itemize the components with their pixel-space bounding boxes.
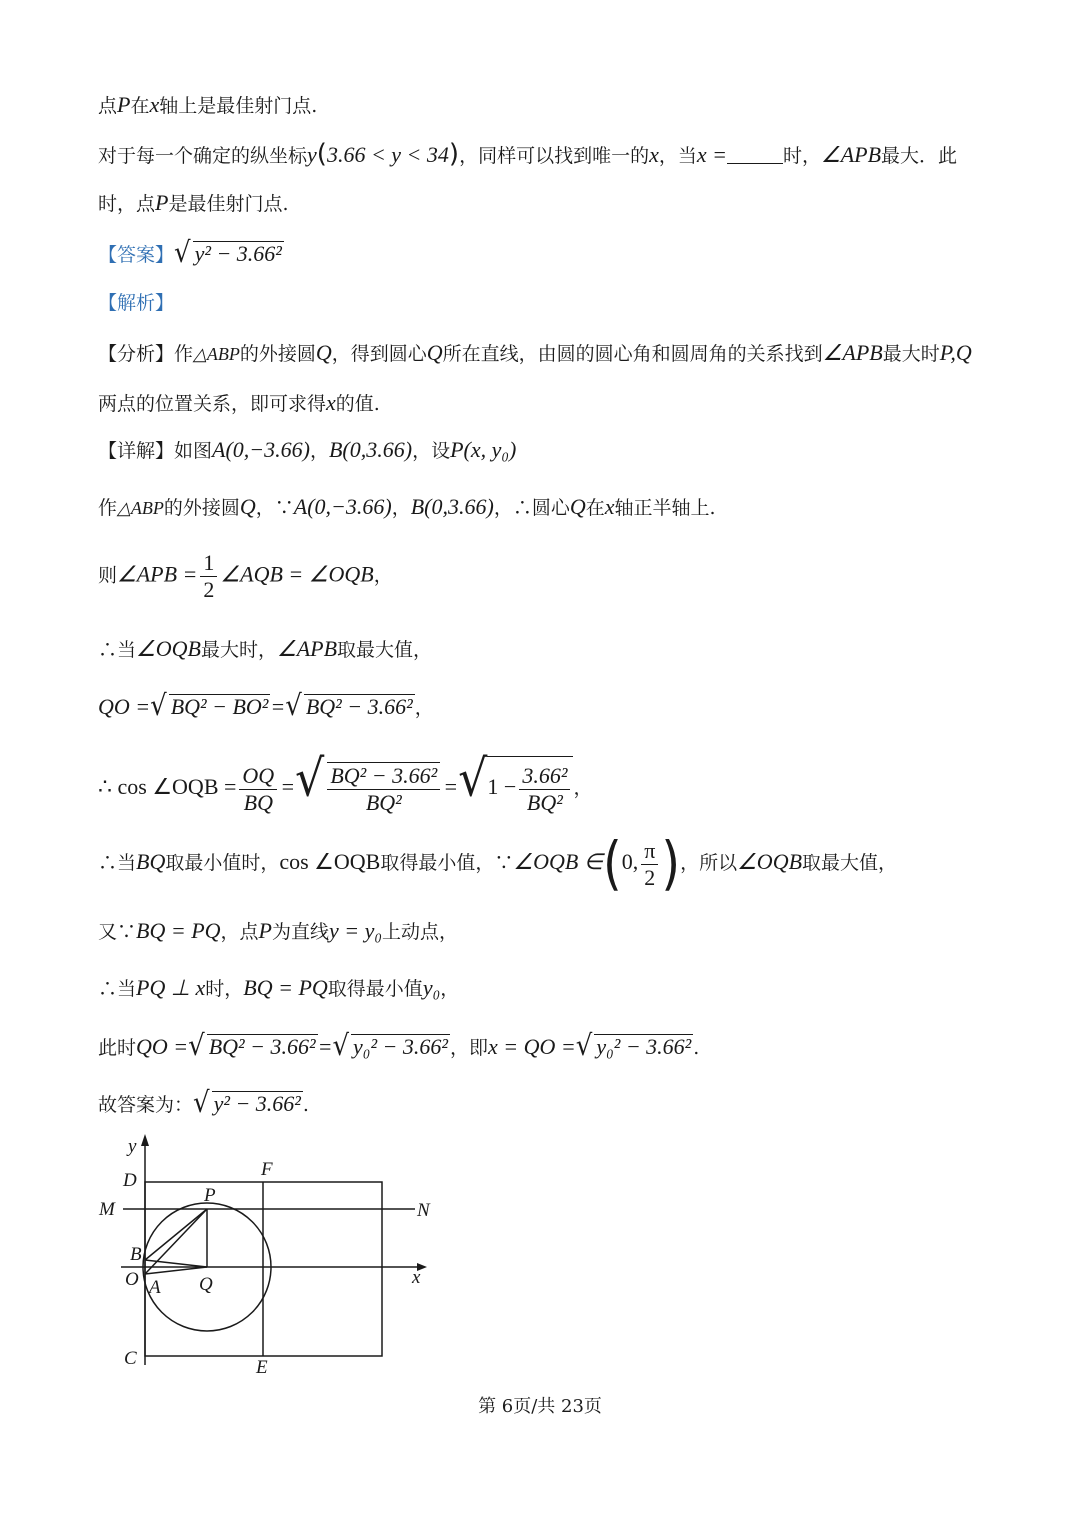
text: ，: [573, 777, 593, 799]
text: 作: [98, 497, 118, 519]
math-expr: x = QO =: [488, 1034, 576, 1059]
text: 取最大值，: [337, 639, 433, 661]
math-var: y₀: [422, 975, 441, 1000]
math-expr: ∠AQB = ∠OQB: [220, 561, 374, 587]
frac-den: 2: [644, 864, 656, 890]
frac-den: BQ²: [365, 790, 402, 815]
text: 最大．此: [881, 145, 958, 167]
math-ineq: 3.66 < y < 34: [326, 142, 449, 167]
answer-blank: [727, 145, 783, 164]
frac-num: 1: [200, 550, 217, 577]
text: 在: [130, 95, 150, 117]
label-o: O: [125, 1269, 139, 1290]
text: ，: [391, 497, 411, 519]
text: .: [693, 1037, 700, 1059]
math-triangle: △ABP: [117, 498, 164, 518]
text: ，点: [220, 921, 259, 943]
xiangjie-line: [98, 437, 516, 464]
text: ∴当: [98, 978, 137, 1000]
fraction-sqrt-1: [327, 762, 440, 816]
label-q: Q: [199, 1274, 213, 1295]
math-angle: ∠OQB: [737, 849, 803, 874]
text: 对于每一个确定的纵坐标: [98, 145, 308, 167]
line-3: [98, 190, 289, 217]
page-footer: 第 6页/共 23页: [478, 1396, 602, 1417]
math-expr: PQ ⊥ x: [136, 975, 206, 1000]
label-p: P: [204, 1185, 216, 1206]
text: 最大时，: [200, 639, 277, 661]
line-2: 对于每一个确定的纵坐标y(3.66 < y < 34)，同样可以找到唯一的x，当x = 时，∠APB最大．此: [98, 139, 958, 169]
math-expr: QO =: [98, 694, 151, 719]
text: ∴当: [98, 639, 137, 661]
text: ，∵: [255, 497, 294, 519]
text: 取最大值，: [802, 852, 898, 874]
math-var: y: [307, 142, 317, 167]
math-var: BQ: [136, 849, 166, 874]
text: 的值.: [335, 393, 380, 415]
perp-line: [98, 975, 459, 1002]
math-var: P: [117, 92, 131, 117]
math-sqrt: BQ² − 3.66²: [208, 1034, 316, 1059]
math-var: P: [258, 918, 272, 943]
math-expr: BQ = PQ: [136, 918, 221, 943]
text: 故答案为：: [98, 1094, 194, 1116]
label-n: N: [417, 1200, 430, 1221]
geometry-figure: [95, 1130, 445, 1380]
text: 时，: [782, 145, 821, 167]
frac-num: OQ: [239, 763, 277, 790]
math-expr: BQ = PQ: [243, 975, 328, 1000]
text: ，同样可以找到唯一的: [459, 145, 650, 167]
math-point: P(x, y₀): [450, 437, 517, 462]
math-eq: =: [317, 1034, 333, 1059]
label-d: D: [123, 1170, 137, 1191]
math-var: Q: [315, 340, 332, 365]
math-triangle: △ABP: [193, 344, 240, 364]
text: ，设: [412, 440, 451, 462]
angle-relation-line: [98, 550, 393, 603]
math-angle: ∠APB: [822, 340, 883, 365]
label-a: A: [149, 1277, 161, 1298]
math-var: x: [649, 142, 659, 167]
text: ，即: [449, 1037, 488, 1059]
label-y: y: [128, 1136, 137, 1157]
text: ，当: [658, 145, 697, 167]
text: ，得到圆心: [331, 343, 427, 365]
math-expr: QO =: [136, 1034, 189, 1059]
fenxi-line-2: [98, 390, 380, 417]
max-line: [98, 636, 432, 663]
text: ，: [440, 978, 460, 1000]
y-arrow: [141, 1134, 149, 1146]
math-var: Q: [239, 494, 256, 519]
line-1: [98, 92, 317, 119]
math-var: Q: [569, 494, 586, 519]
answer-tag: 【答案】: [98, 244, 175, 266]
qo-line: QO =√ BQ² − BO²=√ BQ² − 3.66² ，: [98, 689, 434, 723]
math-eq: =: [443, 774, 459, 799]
math-eq: =: [270, 694, 286, 719]
sqrt-box: [487, 756, 573, 818]
math-var: x: [604, 494, 615, 519]
math-eq: =: [280, 774, 296, 799]
text: 取得最小值: [327, 978, 423, 1000]
circle-line: [98, 494, 716, 521]
frac-den: 2: [203, 577, 215, 602]
bq-min-line: ∴当BQ取最小值时，cos ∠OQB取得最小值，∵∠OQB ∈(0, $\frac{\pi}{2}$ )，所以∠OQB取最大值，: [98, 830, 898, 898]
math-expr: x =: [696, 142, 727, 167]
math-point: A(0,−3.66): [293, 494, 392, 519]
text: 轴上是最佳射门点.: [159, 95, 318, 117]
text: ，: [309, 440, 329, 462]
fraction-pi-half: [641, 838, 658, 891]
math-sqrt: BQ² − 3.66²: [305, 694, 413, 719]
text: 两点的位置关系，即可求得: [98, 393, 327, 415]
text: ，: [414, 697, 434, 719]
math-sqrt: BQ² − BO²: [170, 694, 269, 719]
cos-line: ∴ cos ∠OQB = $\frac{OQ}{BQ}$ =√ $\frac{\text{BQ² − 3.66²}}{\text{BQ²}}$ =√1 − $\frac{\text{3.66²}}{\text{BQ²}}$ ，: [98, 748, 592, 818]
text: 点: [98, 95, 118, 117]
bq-pq-line: [98, 918, 458, 945]
fraction-sqrt-2: [519, 763, 570, 816]
label-e: E: [256, 1357, 268, 1378]
text: ，∴圆心: [493, 497, 570, 519]
fraction-half: [200, 550, 217, 603]
math-var: P,Q: [939, 340, 972, 365]
text: 时，点: [98, 193, 156, 215]
label-b: B: [130, 1244, 142, 1265]
text: 在: [585, 497, 605, 519]
math-sqrt: y₀² − 3.66²: [596, 1034, 692, 1059]
math-angle: ∠OQB: [136, 636, 201, 661]
text: 取最小值时，: [165, 852, 280, 874]
text: 【详解】如图: [98, 440, 213, 462]
label-f: F: [261, 1159, 273, 1180]
label-m: M: [99, 1199, 115, 1220]
text: 此时: [98, 1037, 137, 1059]
math-expr: cos ∠OQB: [279, 849, 381, 874]
text: ∴当: [98, 852, 137, 874]
answer-line: 【答案】√ y² − 3.66²: [98, 236, 282, 270]
frac-num: BQ² − 3.66²: [327, 763, 440, 790]
line-aq: [145, 1267, 207, 1274]
analysis-line: [98, 290, 174, 316]
text: 的外接圆: [163, 497, 240, 519]
math-var: P: [155, 190, 169, 215]
frac-den: BQ: [243, 789, 273, 815]
label-c: C: [124, 1348, 137, 1369]
math-sqrt: y₀² − 3.66²: [353, 1034, 448, 1059]
math-sqrt: y² − 3.66²: [213, 1091, 301, 1116]
text: 是最佳射门点.: [168, 193, 289, 215]
fenxi-line-1: [98, 340, 972, 367]
math-var: x: [326, 390, 336, 415]
result-line: 此时QO =√ BQ² − 3.66²=√ y₀² − 3.66² ，即x = QO =√ y₀² − 3.66² .: [98, 1029, 700, 1063]
math-expr: ∠APB =: [117, 561, 198, 587]
math-expr: ∴ cos ∠OQB =: [98, 774, 237, 799]
final-answer-line: 故答案为：√ y² − 3.66² .: [98, 1086, 309, 1120]
math-point: B(0,3.66): [410, 494, 494, 519]
math-expr: 1 −: [487, 774, 517, 799]
math-var: Q: [426, 340, 443, 365]
frac-den: BQ²: [526, 789, 563, 815]
line-pb: [145, 1209, 207, 1260]
label-x: x: [412, 1267, 421, 1288]
fraction-oq-bq: [239, 763, 277, 816]
text: 则: [98, 564, 118, 587]
frac-num: π: [641, 838, 658, 865]
text: 又∵: [98, 921, 137, 943]
math-expr: y = y₀: [329, 918, 383, 943]
analysis-tag: 【解析】: [98, 292, 175, 314]
text: 最大时: [882, 343, 940, 365]
frac-num: 3.66²: [519, 763, 570, 790]
math-expr: ∠OQB ∈: [513, 849, 603, 874]
math-angle: ∠APB: [276, 636, 338, 661]
text: 取得最小值，∵: [380, 852, 514, 874]
text: 为直线: [271, 921, 329, 943]
text: 轴正半轴上.: [614, 497, 716, 519]
math-angle: ∠APB: [821, 142, 882, 167]
text: .: [302, 1094, 309, 1116]
text: 上动点，: [382, 921, 459, 943]
text: ，: [373, 564, 393, 587]
math-point: B(0,3.66): [328, 437, 413, 462]
text: ，所以: [680, 852, 738, 874]
text: 的外接圆: [239, 343, 316, 365]
math-point: A(0,−3.66): [212, 437, 310, 462]
text: 所在直线，由圆的圆心角和圆周角的关系找到: [442, 343, 823, 365]
text: 【分析】作: [98, 343, 194, 365]
math-expr: 0,: [621, 849, 639, 874]
text: 时，: [205, 978, 244, 1000]
answer-expr: y² − 3.66²: [194, 241, 282, 266]
math-var: x: [149, 92, 160, 117]
